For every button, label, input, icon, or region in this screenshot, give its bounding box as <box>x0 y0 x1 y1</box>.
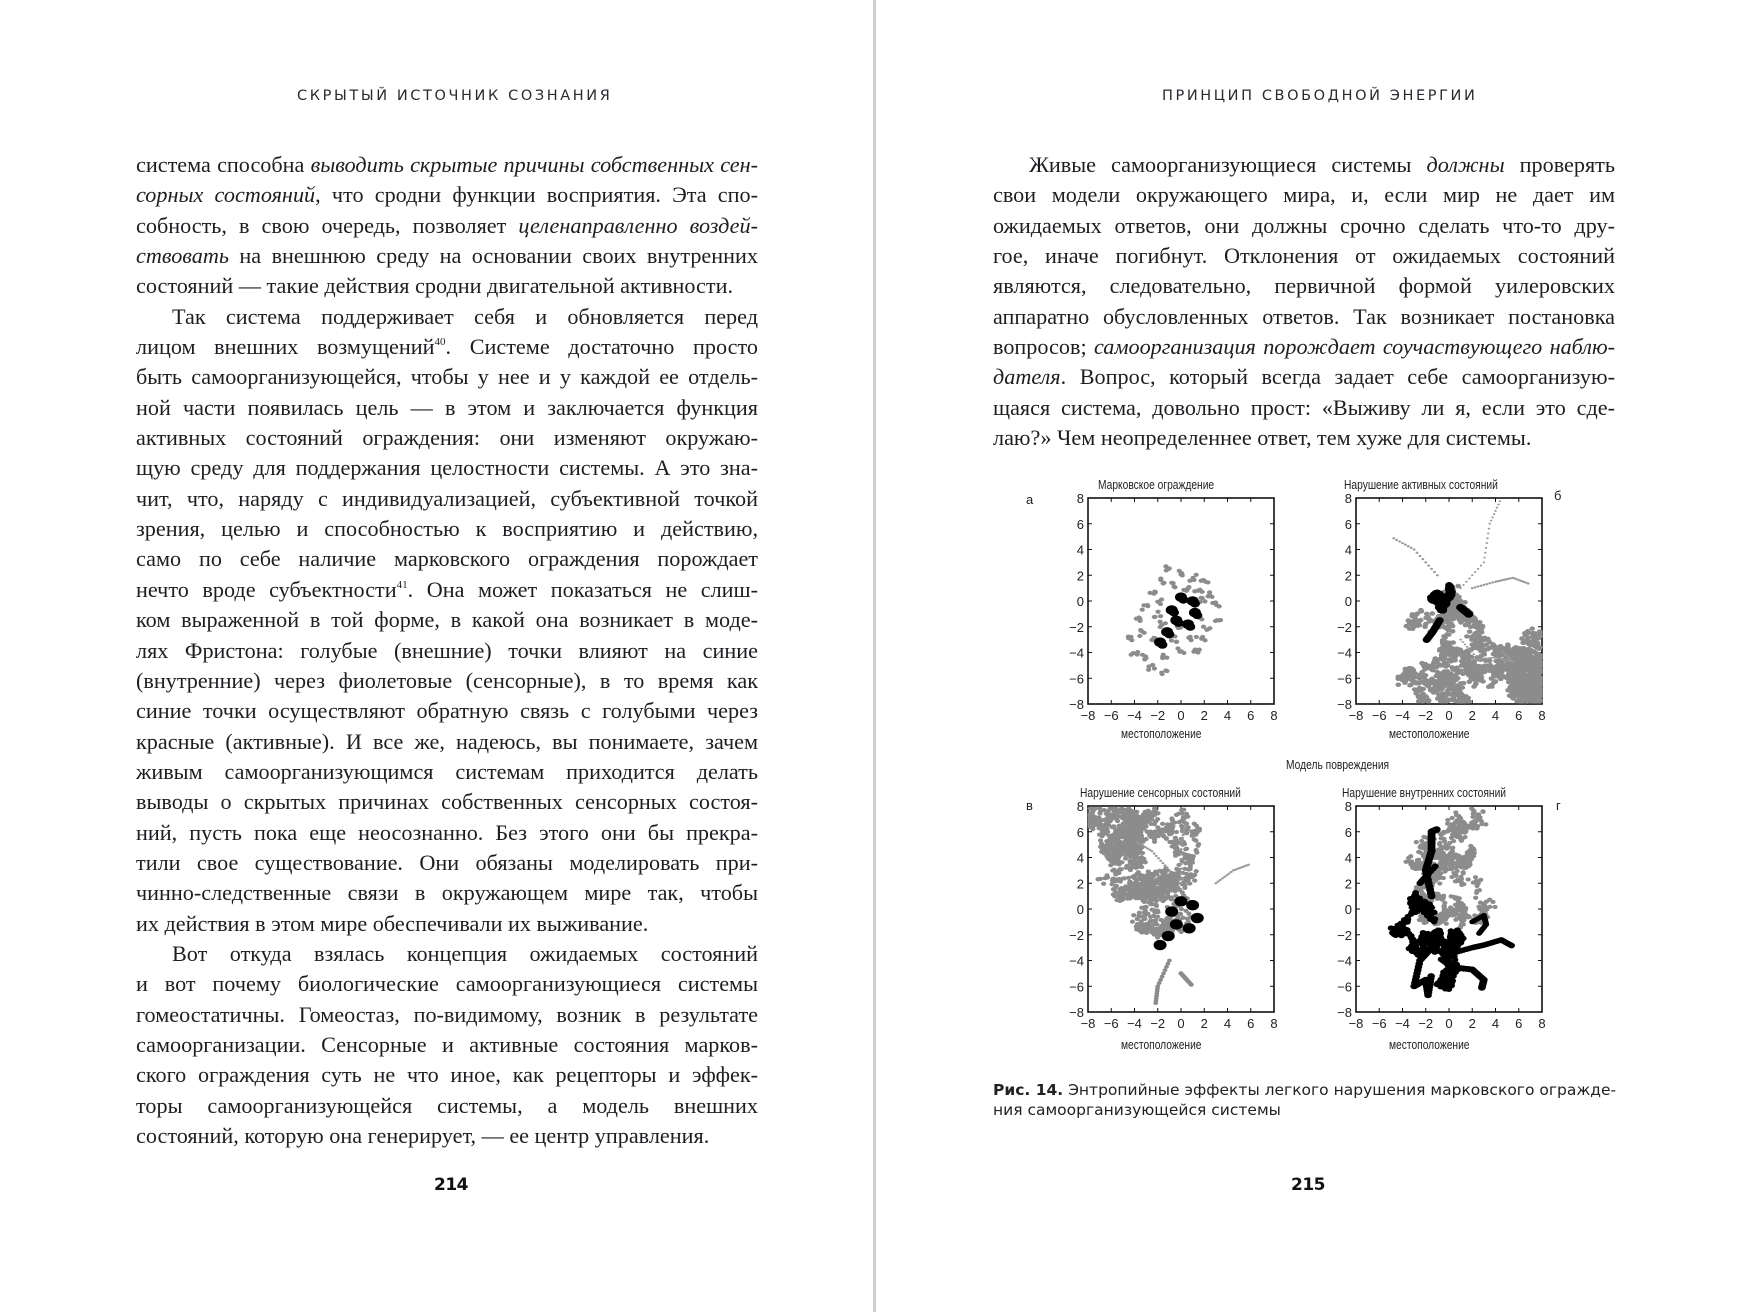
svg-text:0: 0 <box>1076 902 1084 917</box>
scatter-plot <box>1304 786 1574 1036</box>
svg-text:−8: −8 <box>1080 708 1096 723</box>
svg-text:−6: −6 <box>1103 708 1119 723</box>
svg-text:−4: −4 <box>1337 953 1352 969</box>
plot-g <box>1304 786 1574 1076</box>
svg-text:6: 6 <box>1515 1016 1523 1031</box>
svg-text:−2: −2 <box>1337 619 1352 635</box>
text-line: самоорганизации. Сенсорные и активные состояния марков- <box>136 1031 758 1057</box>
svg-text:4: 4 <box>1076 542 1084 558</box>
svg-text:0: 0 <box>1344 594 1352 609</box>
text-line: зрения, целью и способностью к восприятию и действию, <box>136 516 758 542</box>
svg-text:0: 0 <box>1177 1016 1185 1031</box>
svg-text:6: 6 <box>1344 516 1352 532</box>
svg-text:−6: −6 <box>1371 708 1387 723</box>
svg-text:6: 6 <box>1515 708 1523 723</box>
damage-model-title: Модель повреждения <box>1286 758 1390 772</box>
svg-text:2: 2 <box>1344 876 1352 892</box>
text-line: сорных состояний, что сродни функции восприятия. Эта спо- <box>136 182 759 208</box>
text-line: лях Фристона: голубые (внешние) точки влияют на синие <box>136 637 758 663</box>
text-line: живым самоорганизующимся системам приходится делать <box>136 758 758 784</box>
text-line: Так система поддерживает себя и обновляется перед <box>172 303 758 329</box>
svg-text:6: 6 <box>1344 824 1352 840</box>
text-line: свои модели окружающего мира, и, если мир не дает им <box>993 182 1615 208</box>
svg-text:6: 6 <box>1247 708 1255 723</box>
body-text <box>993 150 1615 453</box>
text-line: активных состояний ограждения: они изменяют окружаю- <box>136 425 758 451</box>
running-head: СКРЫТЫЙ ИСТОЧНИК СОЗНАНИЯ <box>297 88 613 104</box>
svg-text:−4: −4 <box>1395 1016 1410 1031</box>
svg-text:−6: −6 <box>1371 1016 1387 1031</box>
svg-text:−6: −6 <box>1337 979 1352 995</box>
caption-text-line2: ния самоорганизующейся системы <box>993 1101 1281 1119</box>
text-line: чинно-следственные связи в окружающем мире так, чтобы <box>136 880 758 906</box>
plot-b <box>1304 478 1574 768</box>
text-line: Вот откуда взялась концепция ожидаемых состояний <box>172 940 758 966</box>
text-line: аппаратно обусловленных ответов. Так возникает постановка <box>993 303 1615 329</box>
svg-text:−8: −8 <box>1337 1005 1352 1020</box>
plot-title: Нарушение внутренних состояний <box>1342 786 1507 800</box>
svg-text:−2: −2 <box>1418 1016 1434 1031</box>
panel-letter: а <box>1026 492 1034 507</box>
svg-text:0: 0 <box>1445 708 1453 723</box>
text-line: дателя. Вопрос, который всегда задает себе самоорганизую- <box>993 364 1615 390</box>
x-axis-label: местоположение <box>1389 1038 1470 1052</box>
plot-title: Марковское ограждение <box>1098 478 1215 492</box>
svg-text:4: 4 <box>1491 708 1500 723</box>
svg-text:−8: −8 <box>1348 1016 1364 1031</box>
svg-text:2: 2 <box>1468 708 1476 723</box>
svg-text:−2: −2 <box>1069 619 1084 635</box>
svg-text:2: 2 <box>1200 708 1208 723</box>
svg-text:−8: −8 <box>1069 1005 1084 1020</box>
text-line: и вот почему биологические самоорганизующиеся системы <box>136 971 758 997</box>
svg-text:4: 4 <box>1223 1016 1232 1031</box>
body-text <box>136 150 758 1151</box>
svg-text:8: 8 <box>1076 799 1084 814</box>
left-page <box>0 0 873 1312</box>
plot-a <box>1026 478 1306 768</box>
text-line: ной части появилась цель — в этом и заключается функция <box>136 394 758 420</box>
svg-text:−4: −4 <box>1395 708 1410 723</box>
text-line: вопросов; самоорганизация порождает соучаствующего наблю- <box>993 334 1615 360</box>
text-line: торы самоорганизующейся системы, а модель внешних <box>136 1092 758 1118</box>
text-line: синие точки осуществляют обратную связь с голубыми через <box>136 698 758 724</box>
text-line: ожидаемых ответов, они должны срочно сделать что-то дру- <box>993 212 1615 238</box>
text-line: выводы о скрытых причинах собственных сенсорных состоя- <box>136 789 758 815</box>
svg-text:2: 2 <box>1468 1016 1476 1031</box>
svg-text:−2: −2 <box>1069 927 1084 943</box>
svg-text:−6: −6 <box>1069 979 1084 995</box>
text-line: ствовать на внешнюю среду на основании своих внутренних <box>136 243 758 269</box>
plot-title: Нарушение сенсорных состояний <box>1080 786 1241 800</box>
plot-v <box>1026 786 1306 1076</box>
svg-text:−4: −4 <box>1069 953 1084 969</box>
svg-text:−6: −6 <box>1337 671 1352 687</box>
svg-text:−2: −2 <box>1150 708 1166 723</box>
svg-text:6: 6 <box>1076 824 1084 840</box>
svg-text:2: 2 <box>1200 1016 1208 1031</box>
svg-text:8: 8 <box>1538 708 1546 723</box>
text-line: ний, пусть пока еще неосознанно. Без этого они бы прекра- <box>136 819 758 845</box>
svg-text:−6: −6 <box>1103 1016 1119 1031</box>
svg-text:−2: −2 <box>1418 708 1434 723</box>
text-line: щаяся система, довольно прост: «Выживу ли я, если это сде- <box>993 394 1615 420</box>
x-axis-label: местоположение <box>1121 1038 1202 1052</box>
text-line: само по себе наличие марковского ограждения порождает <box>136 546 758 572</box>
text-line: гомеостатичны. Гомеостаз, по-видимому, возник в результате <box>136 1001 758 1027</box>
text-line: красные (активные). И все же, надеюсь, вы понимаете, зачем <box>136 728 758 754</box>
text-line: являются, следовательно, первичной формой уилеровских <box>993 273 1615 299</box>
text-line: лаю?» Чем неопределеннее ответ, тем хуже для системы. <box>993 425 1532 451</box>
svg-text:−2: −2 <box>1150 1016 1166 1031</box>
caption-text-line1: Энтропийные эффекты легкого нарушения марковского огражде- <box>1063 1081 1617 1099</box>
scatter-plot <box>1304 478 1574 728</box>
text-line: щую среду для поддержания целостности системы. А это зна- <box>136 455 758 481</box>
svg-text:−4: −4 <box>1069 645 1084 661</box>
svg-text:−8: −8 <box>1080 1016 1096 1031</box>
page-number: 215 <box>1291 1175 1325 1195</box>
svg-text:−8: −8 <box>1337 697 1352 712</box>
text-line: собность, в свою очередь, позволяет целенаправленно воздей- <box>136 212 758 238</box>
running-head: ПРИНЦИП СВОБОДНОЙ ЭНЕРГИИ <box>1162 88 1478 104</box>
svg-text:0: 0 <box>1344 902 1352 917</box>
text-line: система способна выводить скрытые причины собственных сен- <box>136 152 758 177</box>
svg-text:2: 2 <box>1076 876 1084 892</box>
plot-title: Нарушение активных состояний <box>1344 478 1498 492</box>
text-line: тили свое существование. Они обязаны моделировать при- <box>136 849 758 875</box>
svg-text:4: 4 <box>1076 850 1084 866</box>
text-line: гое, иначе погибнут. Отклонения от ожидаемых состояний <box>993 243 1615 269</box>
figure-14 <box>1026 478 1596 1068</box>
svg-text:−8: −8 <box>1069 697 1084 712</box>
text-line: (внутренние) через фиолетовые (сенсорные), в то время как <box>136 667 758 693</box>
text-line: быть самоорганизующейся, чтобы у нее и у каждой ее отдель- <box>136 364 758 390</box>
panel-letter: г <box>1556 798 1561 813</box>
svg-text:4: 4 <box>1491 1016 1500 1031</box>
svg-text:8: 8 <box>1344 491 1352 506</box>
svg-text:4: 4 <box>1344 542 1352 558</box>
page-number: 214 <box>434 1175 468 1195</box>
svg-text:−4: −4 <box>1127 708 1142 723</box>
text-line: ского ограждения суть не что иное, как рецепторы и эффек- <box>136 1062 758 1088</box>
svg-text:6: 6 <box>1247 1016 1255 1031</box>
text-line: ком выраженной в той форме, в какой она возникает в моде- <box>136 607 758 633</box>
text-line: нечто вроде субъектности$^{41}$. Она может показаться не слиш- <box>136 576 758 602</box>
svg-text:−4: −4 <box>1127 1016 1142 1031</box>
panel-letter: б <box>1554 488 1562 503</box>
svg-text:0: 0 <box>1177 708 1185 723</box>
text-line: состояний — такие действия сродни двигательной активности. <box>136 273 734 299</box>
x-axis-label: местоположение <box>1121 727 1202 741</box>
svg-text:8: 8 <box>1270 708 1278 723</box>
svg-text:4: 4 <box>1223 708 1232 723</box>
text-line: лицом внешних возмущений$^{40}$. Системе достаточно просто <box>136 334 758 360</box>
svg-text:8: 8 <box>1344 799 1352 814</box>
text-line: Живые самоорганизующиеся системы должны проверять <box>1029 152 1615 177</box>
svg-text:−6: −6 <box>1069 671 1084 687</box>
text-line: их действия в этом мире обеспечивали их выживание. <box>136 910 649 936</box>
scatter-plot <box>1036 478 1306 728</box>
svg-text:8: 8 <box>1076 491 1084 506</box>
svg-text:2: 2 <box>1344 568 1352 584</box>
figure-caption <box>993 1080 1633 1120</box>
panel-letter: в <box>1026 798 1033 813</box>
text-line: состояний, которую она генерирует, — ее центр управления. <box>136 1123 710 1148</box>
svg-text:2: 2 <box>1076 568 1084 584</box>
svg-text:6: 6 <box>1076 516 1084 532</box>
svg-text:−8: −8 <box>1348 708 1364 723</box>
svg-text:−4: −4 <box>1337 645 1352 661</box>
svg-text:−2: −2 <box>1337 927 1352 943</box>
scatter-plot <box>1036 786 1306 1036</box>
svg-text:0: 0 <box>1076 594 1084 609</box>
right-page <box>876 0 1748 1312</box>
caption-label: Рис. 14. <box>993 1081 1064 1099</box>
svg-text:0: 0 <box>1445 1016 1453 1031</box>
svg-text:4: 4 <box>1344 850 1352 866</box>
text-line: чит, что, наряду с индивидуализацией, субъективной точкой <box>136 485 758 511</box>
x-axis-label: местоположение <box>1389 727 1470 741</box>
svg-text:8: 8 <box>1538 1016 1546 1031</box>
svg-text:8: 8 <box>1270 1016 1278 1031</box>
